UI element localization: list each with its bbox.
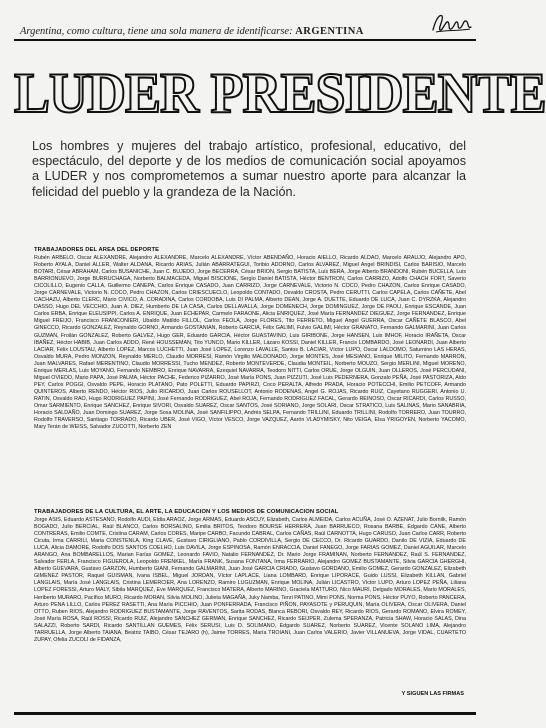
intro-paragraph: Los hombres y mujeres del trabajo artístico, profesional, educativo, del espectáculo, del deporte y de los medios de comunicación social apoyamos a LUDER y nos comprometemos a sumar nuestro aporte para alcanzar la felicidad del pueblo y la grandeza de la Nación.: [32, 139, 466, 199]
section-body-deporte: Rubén ARBELO, Oscar ALEXANDRE, Alejandro ALEXANDRE, Marcelo ALEXANDRE, Víctor ABENDAÑO, Horacio AIELLO, Ricardo ALDAO, Marcelo ARAUJO, Alejandro APO, Roberto AYALA, Daniel ALLER, Walter ALDANA, Ricardo ARIAS, Julián ABARRATEGUI, Toribio ADORNO, Carlos ALVAREZ, Miguel Angel BRINDISI, Carlos BARISIO, Marcelo BOTARI, César ABRAHAM, Carlos BUSANICHE, Juan C. BUJEDO, Jorge BECERRA, César BRION, Sergio BATISTA, Luis BERA, Jorge Alberto BRANDONI, Rubén BUCELLA, Luis BARRIONUEVO, Jorge BURRUCHAGA, Norberto BALMACEDA, Miguel BISCIONE, Sergio Daniel BATISTA, Héctor BENTRON, Carlos CARRIZO, Adolfo CHACH FORT, Saverio CICOLILLO, Eugenio CALLA, Guillermo CANEPA, Carlos Enrique CASADO, Juan CARRIZO, Jorge CARNEVALE, Victorio N. COCO, Pedro CHAZON, Carlos Enrique CASADO, Jorge CARNEVALE, Victorio N. COCO, Pedro CHAZON, Carlos CRIESCUECLO, Leopoldo CONTADO, Osvaldo CROSTA, Pedro CERUTTI, Carlos CAPELA, Carlos CAÑETE, Abel CACHAZU, Alberto CLERC, Mario CIVICO, A. CORADINA, Carlos CORDOBA, Luis DI PALMA, Alberto DEAN, Jorge A. DUETTE, Eduardo DE LUCA, Juan C. DYRZKA, Alejandro DASSO, Hugo DEL VECCHIO, Juan A. DIEZ, Humberto DE LA CASA, Carlos DELLAVALLA, Jorge DOMENECH, Jorge DOMINGUEZ, Jorge DE PAOLI, Enrique ESCANDE, Juan Carlos ERBA, Enrique ELEUSIPPI, Carlos A. ENRIQUE, Juan ECHEPAR, Carmelo FARAONE, Alicia ENRIQUEZ, José María FERNANDEZ DIEGUEZ, Jorge FERNANDEZ, Enrique Miguel FREIJO, Francisco FRANCONIERI, Ubaldo Matildo FILLOL, Carlos FEOLA, Jorge FLORES, Tito FERRETO, Miguel Angel GUERRA, Oscar CAÑETE BLASCO, Abel GINECCO, Ricardo GONZALEZ, Reynaldo GORNO, Armando GOSTANIAN, Roberto GARCIA, Félix GALIMI, Fulvio GALIMI, Héctor GRANATO, Fernando GALMARINI, Juan Carlos GUZMAN, Froilán GONZALEZ, Roberto GALVEZ, Hugo GER, Eduardo GARCIA, Héctor GUASTAVINO, Luis GIRIBONE, Jorge HANSEN, Luis IMHOF, Horacio IRAÑETA, Oscar IBAÑEZ, Héctor HABIB, Juan Carlos ADDO, René HOUSSEMAN, Tito YUNCO, Mario KILLER, Lázaro KOSSI, Daniel KILLER, Francis LOMBARDO, José LEONARDI, Juan Alberto LACIAR, Félix LOUSTAU, Alberto LOPEZ, Marcos LUCHETTI, Juan José LOPEZ, Lorenzo LAVALLE, Santos B. LACIAR, Víctor LUPO, Oscar LALDOMO, Saturnino LAS HERAS, Osvaldo MURA, Pedro MONZON, Reynaldo MERLO, Claudio MORRESI, Ramón Virgilio MALDONADO, Jorge MONTES, José MESIANO, Enrique MILITO, Fernando MARRON, Juan MALVARES, Rafael MERENTINO, Claudio MORRESSI, Tucho MENDEZ, Roberto MONTEVERDE, Claudia MONTEIL, Norberto MOUZO, Sergio MERLINI, Miguel MORENO, Enrique MERLAS, Luis MOYANO, Fernando NEMBRO, Enrique NAVARRA, Ezequiel NAVARRA, Teodoro NITTI, Carlos ORUE, Jorge OLGUIN, Juan OLLEROS, José PERCUDANI, Miguel OVIEDO, Mario PAPA, José PALMA, Héctor PACHE, Federico PIZARRO, José María PONS, Juan PIZZUTI, José Luis PEDERNERA, Gonzalo PEÑA, José PASTORIZA, Aldo PEY, Carlos POGGI, Osvaldo PEPE, Horacio PLATANO, Pato POLETTI, Eduardo PAPIRZI, Coco PERALTA, Alfredo PRADA, Horacio POTECCHI, Emilio PETCOFF, Armando QUINTEROS, Alberto RENDO, Héctor RIOS, Julio RICARDO, Juan Carlos ROUSELLOT, Antonio RODENAS, Angel G. ROJAS, Ricardo RUIZ, Cayetano RUGGERI, Antonio U. RATIN, Osvaldo RAO, Hugo RODRIGUEZ PAPINI, José Fernando RODRIGUEZ, Abel ROJA, Fernando RODRIGUEZ FACAL, Gerardo REINOSO, Oscar RICARDI, Carlos RUSSO, Omar SARMIENTO, Enrique SANCHEZ, Enrique SIVORI, Osvaldo SUAREZ, Oscar SANTOS, José SORIANO, Jorge SOLARI, Oscar STRATICO, Luis SALINAS, Mario SANABRIA, Horacio SALDAÑO, Juan Domingo SUAREZ, Jorge Sosa MOLINA, José SANFILIPPO, Andrés SELPA, Fernando TRILLINI, Eduardo TRILLINI, Rodolfo TORRERO, Juan TOURRO, Rodolfo TRAVERSO, Santiago TORRADO, Ricardo UBER, José VIGO, Víctor VESCO, Jorge VAZQUEZ, Aarón VLADYMISKY, Nito VEIGA, Elsa YRIGOYEN, Norberto YACOMO, Mary Terán de WEISS, Salvador ZUCOTTI, Norberto ZEN: [34, 255, 466, 431]
bottom-rule: [14, 712, 476, 715]
headline: [14, 60, 546, 126]
header-tagline: [20, 26, 364, 37]
section-title-cultura: TRABAJADORES DE LA CULTURA, EL ARTE, LA EDUCACION Y LOS MEDIOS DE COMUNICACION SOCIAL: [34, 509, 339, 515]
advertisement-page: [14, 6, 546, 722]
tagline-brand: ARGENTINA: [295, 26, 364, 37]
top-rule: [14, 39, 476, 41]
headline-text: LUDER PRESIDENTE: [14, 61, 546, 125]
section-body-cultura: Jorge ASIS, Eduardo ASTESANO, Rodolfo AUDI, Eldia ARAOZ, Jorge ARMAS, Eduardo ASCUY, Elizabeth, Carlos ALMEIDA, Carlos ACUÑA, José O. AZENAT, Julio Bornilk, Ramón BOGADO, Julio BERCIAL, Raúl BLANCO, Carlos BORSALINO, Emilia BRITOS, Teodoro BOURSE HERRERA, Juan BARRUECO, Rosana BARBE, Edgardo CANE, Alberto CONTRERAS, Emilio COMTE, Cristina CARAM, Carlos CORES, Maripe CARBO, Facundo CABRAL, Carlos CAÑAS, Raúl CARNOTTA, Hugo CARUSO, Juan Carlos CARR, Roberto Cicuta, Irma CARRILI, Maria CONSTENLA, King CLAVE, Gustavo CIRIGLIANO, Pablo CORDIVILLA, Sergio DE CECCO, Dr. Ricardo GUARDO, Danilo DE VIZIA, Eduardo DE LUCA, Alicia DAMORE, Rodolfo DOS SANTOS COELHO, Luis DAVILA, Jorge ESPINOSA, Ramón ENRACCIA, Daniel FANEGO, Jorge FARIAS GOMEZ, Daniel AGUILAR, Marcelo ARANGO, Ana BOMBARELLOS, Marian Farías GOMEZ, Leonardo FAVIO, Natalio FERNANDEZ, Dr. Mario Jorge FRAMINAN, Norberto FERNANDEZ, Raúl S. FERNANDEZ, Salvador FERLA, Francisco FIGUEROLA, Leopoldo FRENKEL, María FRANK, Susana FONTANA, Irma FERRARIO, Alejandro GOMEZ BUSTAMANTE, Silvia GARCIA GHERGHI, Alberto GUEVARA, Gustavo GARZON, Humberto GIANI, Fernando GALMARINI, Juan José GARCIA CRIADO, Gustavo GORDANO, Emilio GOMEZ, Gerardo GONZALEZ, Elizabeth GIMENEZ PASTOR, Raquel GUISMAN, Ivana ISBEL, Miguel JORDAN, Víctor LAPLACE, Liana LOMBARD, Enrique LIPORACE, Guido LUSSI, Elizabeth KILLAN, Gabriel LANGLAIS, María José LANGLAIS, Cristina LEMERCIER, Ana LORENZO, Ramiro LUGUZMAN, Enrique MOLINA, Julián LICASTRO, Víctor LUPO, Arturo LOPEZ PEÑA, Liliana LOPEZ FORESSI, Arturo MALY, Sibila MARQUEZ, Eve MARQUEZ, Francisco MATERA, Alberto MARINO, Graciela MATTURO, Nico MAURI, Delgado MORALES, Mario MORALES, Heriberto MURARO, Pacífico MURO, Ricardo MORAN, Silvia MOLINO, Julieta MAGAÑA, Juky Namba, Tenri PATINO, Mimi PONS, Norma PONS, Héctor PUYO, Roberto PANCERA, Arturo PENA LILLO, Carlos PEREZ RASETTI, Ana María PICCHIO, Juan PONFERRADA, Francisco PIÑON, PAYASOTE y PERUQUIN, María OLIVERA, Oscar OLIVERA, Daniel OTTO, Ruben RIOS, Alejandro RODRIGUEZ BUSTAMANTE, Jorge RAVENTOS, Sarita RODAS, Blanca REBORI, Osvaldo REY, Ricardo RIOS, Gerardo ROMANO, Elvira ROMEY, José María ROSA, Raúl ROSSI, Ricardo RUIZ, Alejandro SANCHEZ GERMAN, Enrique SANCHEZ, Ricardo SEIJPER, Zulema SPERANZA, Patricia SHAW, Horacio SALAS, Dina SALAZZI, Roberto SARDI, Ricardo SANTILLAN GUEMES, Félix SERUSI, Luis D. SOLIMANO, Edgardo SUAREZ, Norberto SUAREZ, Vicente SOLANO LIMA, Alejandro TARRUELLA, Jorge Alberto TAIANA, Beatriz TAIBO, César TEJARO (h), Jaime TORRES, María TROIANI, Juan Carlos VALERIO, Javier VILLANUEVA, Jorge VIDAL, CUARTETO ZUPAY, Ofelia ZUCOLI de FIDANZA,: [34, 517, 466, 643]
tagline-text: Argentina, como cultura, tiene una sola manera de identificarse:: [20, 26, 293, 37]
section-title-deporte: TRABAJADORES DEL AREA DEL DEPORTE: [34, 247, 160, 253]
footer-note: Y SIGUEN LAS FIRMAS: [401, 691, 464, 697]
header-bar: [14, 6, 476, 42]
handwritten-signature-icon: [430, 10, 474, 36]
